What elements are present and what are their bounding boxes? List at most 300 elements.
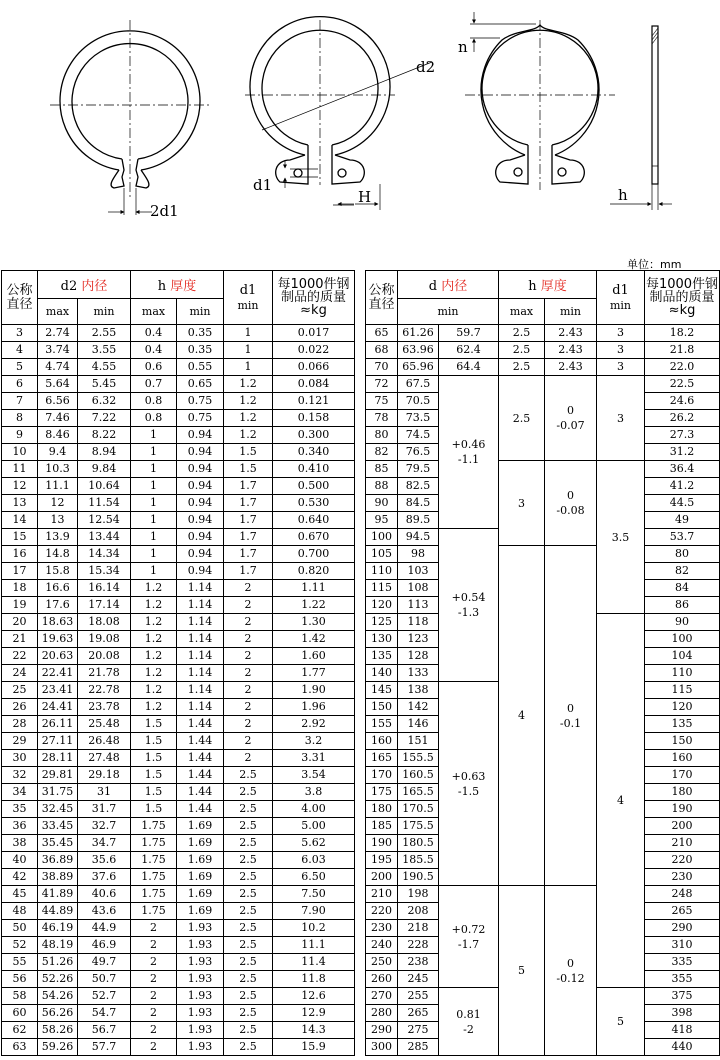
- table-cell: 1.75: [131, 835, 177, 852]
- table-cell: 260: [366, 971, 398, 988]
- table-cell: 1: [131, 461, 177, 478]
- table-cell: 1: [131, 444, 177, 461]
- table-row: [366, 342, 720, 359]
- table-cell: 24.6: [645, 393, 720, 410]
- table-cell: 1.44: [177, 716, 224, 733]
- table-cell: 4.00: [273, 801, 355, 818]
- table-cell: 63.96: [398, 342, 439, 359]
- table-cell: 1.2: [131, 665, 177, 682]
- table-cell: 54.7: [78, 1005, 131, 1022]
- table-row: [2, 495, 355, 512]
- table-cell: 90: [645, 614, 720, 631]
- table-cell: 2: [224, 699, 273, 716]
- table-cell: 1.75: [131, 903, 177, 920]
- table-cell: 98: [398, 546, 439, 563]
- table-cell: 123: [398, 631, 439, 648]
- table-cell: 34.7: [78, 835, 131, 852]
- right-table-body: [366, 325, 720, 1056]
- table-cell: 41.89: [38, 886, 78, 903]
- table-row: [2, 529, 355, 546]
- table-cell: 418: [645, 1022, 720, 1039]
- table-cell: 74.5: [398, 427, 439, 444]
- table-row: [2, 376, 355, 393]
- header-d2-max: max: [38, 299, 78, 325]
- table-cell: 238: [398, 954, 439, 971]
- table-cell: 29.81: [38, 767, 78, 784]
- table-cell: 190: [645, 801, 720, 818]
- table-cell: 22: [2, 648, 38, 665]
- table-cell: 7.50: [273, 886, 355, 903]
- table-cell: 2: [224, 733, 273, 750]
- table-cell: 3.55: [78, 342, 131, 359]
- table-cell: 33.45: [38, 818, 78, 835]
- table-cell: 10: [2, 444, 38, 461]
- table-cell: 160: [645, 750, 720, 767]
- table-cell: 44.5: [645, 495, 720, 512]
- table-cell: 70: [366, 359, 398, 376]
- table-cell: 185.5: [398, 852, 439, 869]
- table-row: [2, 427, 355, 444]
- table-cell: 2: [224, 614, 273, 631]
- table-cell: 1.5: [131, 784, 177, 801]
- table-cell: 1.60: [273, 648, 355, 665]
- table-cell: 10.64: [78, 478, 131, 495]
- table-cell: 0 -0.07: [545, 376, 597, 461]
- table-cell: 16.6: [38, 580, 78, 597]
- table-cell: 27.3: [645, 427, 720, 444]
- table-cell: 3: [597, 376, 645, 461]
- unit-label: 单位：mm: [627, 258, 682, 271]
- table-cell: 1.44: [177, 733, 224, 750]
- table-cell: 0.7: [131, 376, 177, 393]
- table-cell: 2.92: [273, 716, 355, 733]
- table-cell: 1.90: [273, 682, 355, 699]
- table-cell: 0 -0.12: [545, 886, 597, 1056]
- table-cell: 79.5: [398, 461, 439, 478]
- label-n: n: [458, 38, 468, 56]
- table-row: [2, 393, 355, 410]
- table-cell: 1.22: [273, 597, 355, 614]
- table-cell: 20.08: [78, 648, 131, 665]
- table-cell: 210: [366, 886, 398, 903]
- table-cell: 11.54: [78, 495, 131, 512]
- table-cell: 1.69: [177, 852, 224, 869]
- table-cell: 82.5: [398, 478, 439, 495]
- header-h-min-r: min: [545, 299, 597, 325]
- table-row: [2, 988, 355, 1005]
- table-cell: 4: [597, 614, 645, 988]
- table-cell: 0.94: [177, 461, 224, 478]
- header-mass: 每1000件钢 制品的质量 ≈kg: [273, 271, 355, 325]
- table-cell: 82: [366, 444, 398, 461]
- table-cell: 31: [78, 784, 131, 801]
- table-cell: 2.5: [224, 1005, 273, 1022]
- header-nominal-r: 公称 直径: [366, 271, 398, 325]
- header-d1: d1 min: [224, 271, 273, 325]
- table-cell: 375: [645, 988, 720, 1005]
- table-row: [2, 546, 355, 563]
- table-cell: 13.44: [78, 529, 131, 546]
- table-cell: 180: [366, 801, 398, 818]
- table-cell: 5.62: [273, 835, 355, 852]
- header-mass-r: 每1000件钢 制品的质量 ≈kg: [645, 271, 720, 325]
- table-row: [2, 1039, 355, 1056]
- table-cell: 1.44: [177, 801, 224, 818]
- table-row: [2, 903, 355, 920]
- table-cell: 1.14: [177, 580, 224, 597]
- table-row: [366, 886, 720, 903]
- table-row: [2, 801, 355, 818]
- table-cell: 118: [398, 614, 439, 631]
- header-d: d 内径: [398, 271, 499, 299]
- label-h: h: [618, 186, 628, 204]
- table-cell: 1.7: [224, 512, 273, 529]
- table-cell: 3.31: [273, 750, 355, 767]
- table-row: [2, 648, 355, 665]
- table-cell: 250: [366, 954, 398, 971]
- table-cell: 2: [131, 1022, 177, 1039]
- table-cell: 5: [499, 886, 545, 1056]
- table-cell: 58.26: [38, 1022, 78, 1039]
- table-row: [2, 342, 355, 359]
- table-cell: 2.5: [224, 801, 273, 818]
- table-cell: 2: [224, 665, 273, 682]
- table-cell: 1.14: [177, 682, 224, 699]
- table-cell: 1: [131, 512, 177, 529]
- table-cell: 44.9: [78, 920, 131, 937]
- table-cell: 3: [597, 342, 645, 359]
- table-cell: 3: [2, 325, 38, 342]
- table-cell: 0.084: [273, 376, 355, 393]
- table-cell: 150: [645, 733, 720, 750]
- table-cell: 3.8: [273, 784, 355, 801]
- table-cell: 4.74: [38, 359, 78, 376]
- table-cell: 52.26: [38, 971, 78, 988]
- table-cell: 15.34: [78, 563, 131, 580]
- table-cell: 0.820: [273, 563, 355, 580]
- table-cell: 0.6: [131, 359, 177, 376]
- table-cell: 1.2: [131, 699, 177, 716]
- table-cell: 11.4: [273, 954, 355, 971]
- table-cell: 86: [645, 597, 720, 614]
- table-cell: 19.08: [78, 631, 131, 648]
- table-cell: 1.7: [224, 529, 273, 546]
- table-cell: 57.7: [78, 1039, 131, 1056]
- table-cell: 12: [2, 478, 38, 495]
- table-cell: 53.7: [645, 529, 720, 546]
- table-cell: 1.2: [131, 580, 177, 597]
- table-cell: 2: [224, 597, 273, 614]
- drawing-ring-n: [465, 12, 615, 190]
- table-row: [2, 580, 355, 597]
- table-cell: 16.14: [78, 580, 131, 597]
- table-cell: 20: [2, 614, 38, 631]
- table-cell: 104: [645, 648, 720, 665]
- table-cell: 35.6: [78, 852, 131, 869]
- table-cell: 5: [2, 359, 38, 376]
- table-cell: 120: [645, 699, 720, 716]
- table-cell: 0.8: [131, 410, 177, 427]
- table-cell: 0.65: [177, 376, 224, 393]
- table-cell: 2.43: [545, 359, 597, 376]
- table-cell: 355: [645, 971, 720, 988]
- table-cell: 1.69: [177, 869, 224, 886]
- table-cell: 1.2: [131, 631, 177, 648]
- drawing-ring-front: [50, 20, 210, 215]
- table-cell: 2: [224, 631, 273, 648]
- table-cell: 12: [38, 495, 78, 512]
- table-cell: 0.340: [273, 444, 355, 461]
- table-row: [2, 597, 355, 614]
- table-cell: 14: [2, 512, 38, 529]
- table-cell: 35: [2, 801, 38, 818]
- table-cell: 110: [366, 563, 398, 580]
- table-cell: 2.5: [224, 903, 273, 920]
- table-cell: 60: [2, 1005, 38, 1022]
- table-cell: 51.26: [38, 954, 78, 971]
- table-cell: 2.5: [224, 869, 273, 886]
- table-cell: 2.5: [224, 818, 273, 835]
- table-cell: 1.14: [177, 648, 224, 665]
- table-cell: 59.26: [38, 1039, 78, 1056]
- table-cell: 12.54: [78, 512, 131, 529]
- table-cell: 31.2: [645, 444, 720, 461]
- table-cell: 50: [2, 920, 38, 937]
- table-cell: 2: [131, 954, 177, 971]
- table-cell: 15.9: [273, 1039, 355, 1056]
- table-cell: 398: [645, 1005, 720, 1022]
- table-cell: 28.11: [38, 750, 78, 767]
- table-cell: 4.55: [78, 359, 131, 376]
- table-row: [2, 835, 355, 852]
- table-cell: 3: [597, 359, 645, 376]
- table-cell: 0.94: [177, 529, 224, 546]
- table-cell: 6: [2, 376, 38, 393]
- table-cell: 2.5: [499, 359, 545, 376]
- table-cell: 90: [366, 495, 398, 512]
- table-cell: 5.45: [78, 376, 131, 393]
- table-cell: 210: [645, 835, 720, 852]
- table-cell: 1.75: [131, 818, 177, 835]
- table-cell: 1: [131, 427, 177, 444]
- table-cell: 8.22: [78, 427, 131, 444]
- table-cell: 40.6: [78, 886, 131, 903]
- table-cell: 145: [366, 682, 398, 699]
- table-cell: 1.2: [224, 393, 273, 410]
- table-cell: 180.5: [398, 835, 439, 852]
- table-cell: 9.84: [78, 461, 131, 478]
- table-cell: 0.158: [273, 410, 355, 427]
- table-cell: 2: [131, 971, 177, 988]
- table-cell: 44.89: [38, 903, 78, 920]
- header-d2-min: min: [78, 299, 131, 325]
- table-cell: 220: [645, 852, 720, 869]
- table-cell: 1.5: [224, 444, 273, 461]
- table-cell: 14.34: [78, 546, 131, 563]
- table-cell: 2.5: [224, 1022, 273, 1039]
- table-cell: 29: [2, 733, 38, 750]
- table-cell: 1.2: [131, 614, 177, 631]
- table-cell: 61.26: [398, 325, 439, 342]
- table-cell: 19.63: [38, 631, 78, 648]
- table-cell: 1.75: [131, 886, 177, 903]
- table-cell: 155.5: [398, 750, 439, 767]
- table-cell: 1.2: [131, 597, 177, 614]
- table-cell: 7: [2, 393, 38, 410]
- table-row: [2, 1005, 355, 1022]
- table-cell: 7.90: [273, 903, 355, 920]
- table-cell: 151: [398, 733, 439, 750]
- table-row: [366, 359, 720, 376]
- table-cell: 26.48: [78, 733, 131, 750]
- table-cell: 2: [131, 937, 177, 954]
- table-cell: 6.50: [273, 869, 355, 886]
- table-cell: 245: [398, 971, 439, 988]
- table-cell: 12.9: [273, 1005, 355, 1022]
- table-cell: 1.77: [273, 665, 355, 682]
- table-cell: 135: [645, 716, 720, 733]
- table-cell: 28: [2, 716, 38, 733]
- table-cell: 150: [366, 699, 398, 716]
- table-cell: 240: [366, 937, 398, 954]
- table-cell: 38: [2, 835, 38, 852]
- table-cell: 2.5: [499, 342, 545, 359]
- table-cell: 41.2: [645, 478, 720, 495]
- table-cell: 255: [398, 988, 439, 1005]
- table-cell: 1.93: [177, 988, 224, 1005]
- table-cell: 6.03: [273, 852, 355, 869]
- table-row: [2, 444, 355, 461]
- table-row: [2, 461, 355, 478]
- table-cell: 1.69: [177, 903, 224, 920]
- table-cell: 3: [499, 461, 545, 546]
- table-cell: 190.5: [398, 869, 439, 886]
- table-cell: 1.2: [224, 410, 273, 427]
- table-cell: 285: [398, 1039, 439, 1056]
- table-cell: 18: [2, 580, 38, 597]
- table-cell: 25: [2, 682, 38, 699]
- table-cell: 0.55: [177, 359, 224, 376]
- table-cell: 89.5: [398, 512, 439, 529]
- right-spec-table: [365, 270, 720, 1056]
- table-cell: 105: [366, 546, 398, 563]
- table-row: [2, 784, 355, 801]
- table-cell: 1: [224, 342, 273, 359]
- table-cell: 1.7: [224, 546, 273, 563]
- table-cell: 0.066: [273, 359, 355, 376]
- table-cell: 18.63: [38, 614, 78, 631]
- table-row: [2, 886, 355, 903]
- table-cell: +0.63 -1.5: [439, 682, 499, 886]
- table-cell: 11.1: [38, 478, 78, 495]
- table-cell: 32.45: [38, 801, 78, 818]
- table-cell: 4: [2, 342, 38, 359]
- table-cell: 26.11: [38, 716, 78, 733]
- table-cell: 68: [366, 342, 398, 359]
- table-cell: 280: [366, 1005, 398, 1022]
- table-cell: 1.93: [177, 1022, 224, 1039]
- table-row: [2, 869, 355, 886]
- table-cell: 5.00: [273, 818, 355, 835]
- table-cell: 2.74: [38, 325, 78, 342]
- table-cell: 440: [645, 1039, 720, 1056]
- table-cell: 1.69: [177, 835, 224, 852]
- header-h-max-r: max: [499, 299, 545, 325]
- table-cell: 2.5: [224, 852, 273, 869]
- table-cell: 170.5: [398, 801, 439, 818]
- table-cell: 1.5: [131, 733, 177, 750]
- table-cell: 108: [398, 580, 439, 597]
- table-cell: 160: [366, 733, 398, 750]
- table-cell: 31.75: [38, 784, 78, 801]
- table-cell: 310: [645, 937, 720, 954]
- table-cell: 3: [597, 325, 645, 342]
- table-cell: 2: [131, 1005, 177, 1022]
- table-cell: 1.2: [131, 648, 177, 665]
- label-2d1: 2d1: [150, 202, 179, 220]
- table-cell: 0.75: [177, 393, 224, 410]
- table-cell: 120: [366, 597, 398, 614]
- table-cell: 1.5: [131, 767, 177, 784]
- table-cell: 2.5: [224, 937, 273, 954]
- table-row: [2, 512, 355, 529]
- table-cell: 37.6: [78, 869, 131, 886]
- table-cell: 95: [366, 512, 398, 529]
- table-cell: 2: [131, 988, 177, 1005]
- table-cell: 133: [398, 665, 439, 682]
- table-cell: 11.1: [273, 937, 355, 954]
- table-cell: 2.5: [499, 325, 545, 342]
- table-cell: 32.7: [78, 818, 131, 835]
- table-cell: 130: [366, 631, 398, 648]
- table-cell: 15: [2, 529, 38, 546]
- table-cell: 8.46: [38, 427, 78, 444]
- table-cell: 8: [2, 410, 38, 427]
- table-cell: 1.14: [177, 597, 224, 614]
- table-cell: 65: [366, 325, 398, 342]
- table-cell: 1.14: [177, 614, 224, 631]
- table-cell: 82: [645, 563, 720, 580]
- table-cell: 0.300: [273, 427, 355, 444]
- table-cell: 48: [2, 903, 38, 920]
- table-cell: 290: [366, 1022, 398, 1039]
- table-cell: 146: [398, 716, 439, 733]
- table-cell: 3.5: [597, 461, 645, 614]
- table-cell: 175: [366, 784, 398, 801]
- table-cell: 3.2: [273, 733, 355, 750]
- table-cell: 142: [398, 699, 439, 716]
- table-cell: 200: [645, 818, 720, 835]
- table-row: [2, 716, 355, 733]
- table-cell: 0.670: [273, 529, 355, 546]
- table-cell: +0.72 -1.7: [439, 886, 499, 988]
- table-cell: 70.5: [398, 393, 439, 410]
- table-cell: 30: [2, 750, 38, 767]
- table-cell: 190: [366, 835, 398, 852]
- table-cell: 0.017: [273, 325, 355, 342]
- table-cell: 2.43: [545, 342, 597, 359]
- table-cell: 1.93: [177, 920, 224, 937]
- table-row: [2, 665, 355, 682]
- table-cell: 0.022: [273, 342, 355, 359]
- table-cell: 76.5: [398, 444, 439, 461]
- table-row: [2, 325, 355, 342]
- table-cell: 1.93: [177, 937, 224, 954]
- table-cell: 2.5: [224, 886, 273, 903]
- table-cell: 10.3: [38, 461, 78, 478]
- table-cell: 1.93: [177, 1005, 224, 1022]
- table-cell: 0 -0.1: [545, 546, 597, 886]
